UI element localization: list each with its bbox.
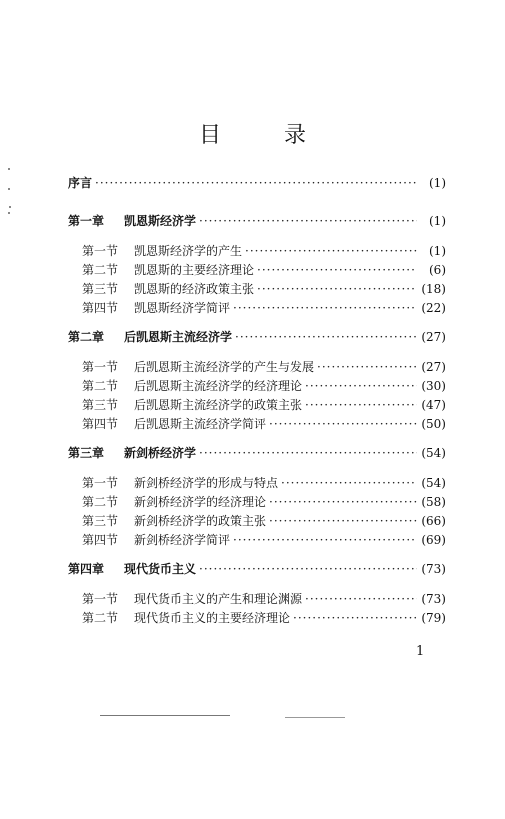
section-title: 后凯恩斯主流经济学的经济理论: [134, 379, 303, 393]
dot-leader: [305, 592, 417, 606]
dot-leader: [199, 562, 417, 576]
dot-leader: [233, 533, 417, 547]
chapter-number: 第二章: [68, 330, 105, 344]
chapter-number: 第三章: [68, 446, 105, 460]
section-number: 第四节: [82, 301, 119, 315]
section-page: (69): [421, 533, 446, 547]
chapter-page: (1): [429, 214, 446, 228]
chapter-page: (27): [421, 330, 446, 344]
section-title: 现代货币主义的产生和理论渊源: [134, 592, 303, 606]
section-title: 新剑桥经济学简评: [134, 533, 231, 547]
scan-line: [285, 717, 345, 718]
section-title: 凯恩斯经济学简评: [134, 301, 231, 315]
toc-section: [68, 398, 446, 417]
section-number: 第二节: [82, 263, 119, 277]
chapter-title: 新剑桥经济学: [124, 446, 197, 460]
toc-section: [68, 417, 446, 436]
chapter-1-sections: [68, 244, 446, 320]
section-page: (22): [421, 301, 446, 315]
toc-section: [68, 263, 446, 282]
toc-entry-title: 序言: [68, 176, 93, 190]
section-number: 第三节: [82, 398, 119, 412]
chapter-number: 第四章: [68, 562, 105, 576]
toc-entry-page: (1): [429, 176, 446, 190]
section-title: 新剑桥经济学的经济理论: [134, 495, 267, 509]
dot-leader: [235, 330, 417, 344]
dot-leader: [233, 301, 417, 315]
section-page: (73): [421, 592, 446, 606]
section-page: (79): [421, 611, 446, 625]
section-page: (47): [421, 398, 446, 412]
section-number: 第三节: [82, 514, 119, 528]
dot-leader: [257, 282, 417, 296]
section-page: (27): [421, 360, 446, 374]
section-page: (66): [421, 514, 446, 528]
section-title: 后凯恩斯主流经济学的政策主张: [134, 398, 303, 412]
chapter-2-sections: [68, 360, 446, 436]
toc-section: [68, 301, 446, 320]
table-of-contents: [68, 176, 446, 640]
section-number: 第一节: [82, 476, 119, 490]
section-title: 新剑桥经济学的政策主张: [134, 514, 267, 528]
toc-entry-preface: [68, 176, 446, 196]
dot-leader: [199, 214, 417, 228]
dot-leader: [317, 360, 417, 374]
section-number: 第一节: [82, 592, 119, 606]
section-page: (6): [429, 263, 446, 277]
toc-section: [68, 495, 446, 514]
section-title: 后凯恩斯主流经济学的产生与发展: [134, 360, 315, 374]
scan-speck: [8, 188, 10, 190]
toc-section: [68, 592, 446, 611]
toc-chapter-3: [68, 446, 446, 466]
chapter-title: 后凯恩斯主流经济学: [124, 330, 233, 344]
section-number: 第一节: [82, 360, 119, 374]
section-page: (1): [429, 244, 446, 258]
dot-leader: [269, 495, 417, 509]
toc-section: [68, 611, 446, 630]
section-title: 凯恩斯的主要经济理论: [134, 263, 255, 277]
toc-section: [68, 514, 446, 533]
chapter-3-sections: [68, 476, 446, 552]
toc-section: [68, 533, 446, 552]
toc-chapter-1: [68, 214, 446, 234]
chapter-title: 现代货币主义: [124, 562, 197, 576]
section-number: 第二节: [82, 611, 119, 625]
dot-leader: [199, 446, 417, 460]
section-title: 后凯恩斯主流经济学简评: [134, 417, 267, 431]
section-page: (50): [421, 417, 446, 431]
section-title: 凯恩斯经济学的产生: [134, 244, 243, 258]
section-page: (58): [421, 495, 446, 509]
dot-leader: [293, 611, 417, 625]
section-number: 第三节: [82, 282, 119, 296]
toc-section: [68, 360, 446, 379]
page-number: 1: [416, 644, 425, 659]
section-number: 第四节: [82, 533, 119, 547]
toc-section: [68, 244, 446, 263]
dot-leader: [269, 417, 417, 431]
toc-section: [68, 282, 446, 301]
scan-speck: [8, 212, 10, 214]
toc-section: [68, 379, 446, 398]
toc-chapter-4: [68, 562, 446, 582]
chapter-page: (73): [421, 562, 446, 576]
scan-speck: [8, 168, 10, 170]
toc-chapter-2: [68, 330, 446, 350]
chapter-page: (54): [421, 446, 446, 460]
dot-leader: [305, 398, 417, 412]
page-title: 目 录: [199, 123, 334, 148]
section-page: (54): [421, 476, 446, 490]
dot-leader: [257, 263, 417, 277]
dot-leader: [269, 514, 417, 528]
dot-leader: [281, 476, 417, 490]
section-number: 第二节: [82, 495, 119, 509]
section-title: 凯恩斯的经济政策主张: [134, 282, 255, 296]
dot-leader: [245, 244, 417, 258]
chapter-4-sections: [68, 592, 446, 630]
section-title: 新剑桥经济学的形成与特点: [134, 476, 279, 490]
scan-speck: [9, 206, 11, 208]
dot-leader: [305, 379, 417, 393]
toc-section: [68, 476, 446, 495]
section-number: 第一节: [82, 244, 119, 258]
section-number: 第四节: [82, 417, 119, 431]
chapter-number: 第一章: [68, 214, 105, 228]
section-page: (18): [421, 282, 446, 296]
chapter-title: 凯恩斯经济学: [124, 214, 197, 228]
dot-leader: [95, 176, 417, 190]
section-page: (30): [421, 379, 446, 393]
section-number: 第二节: [82, 379, 119, 393]
section-title: 现代货币主义的主要经济理论: [134, 611, 291, 625]
scan-line: [100, 715, 230, 716]
